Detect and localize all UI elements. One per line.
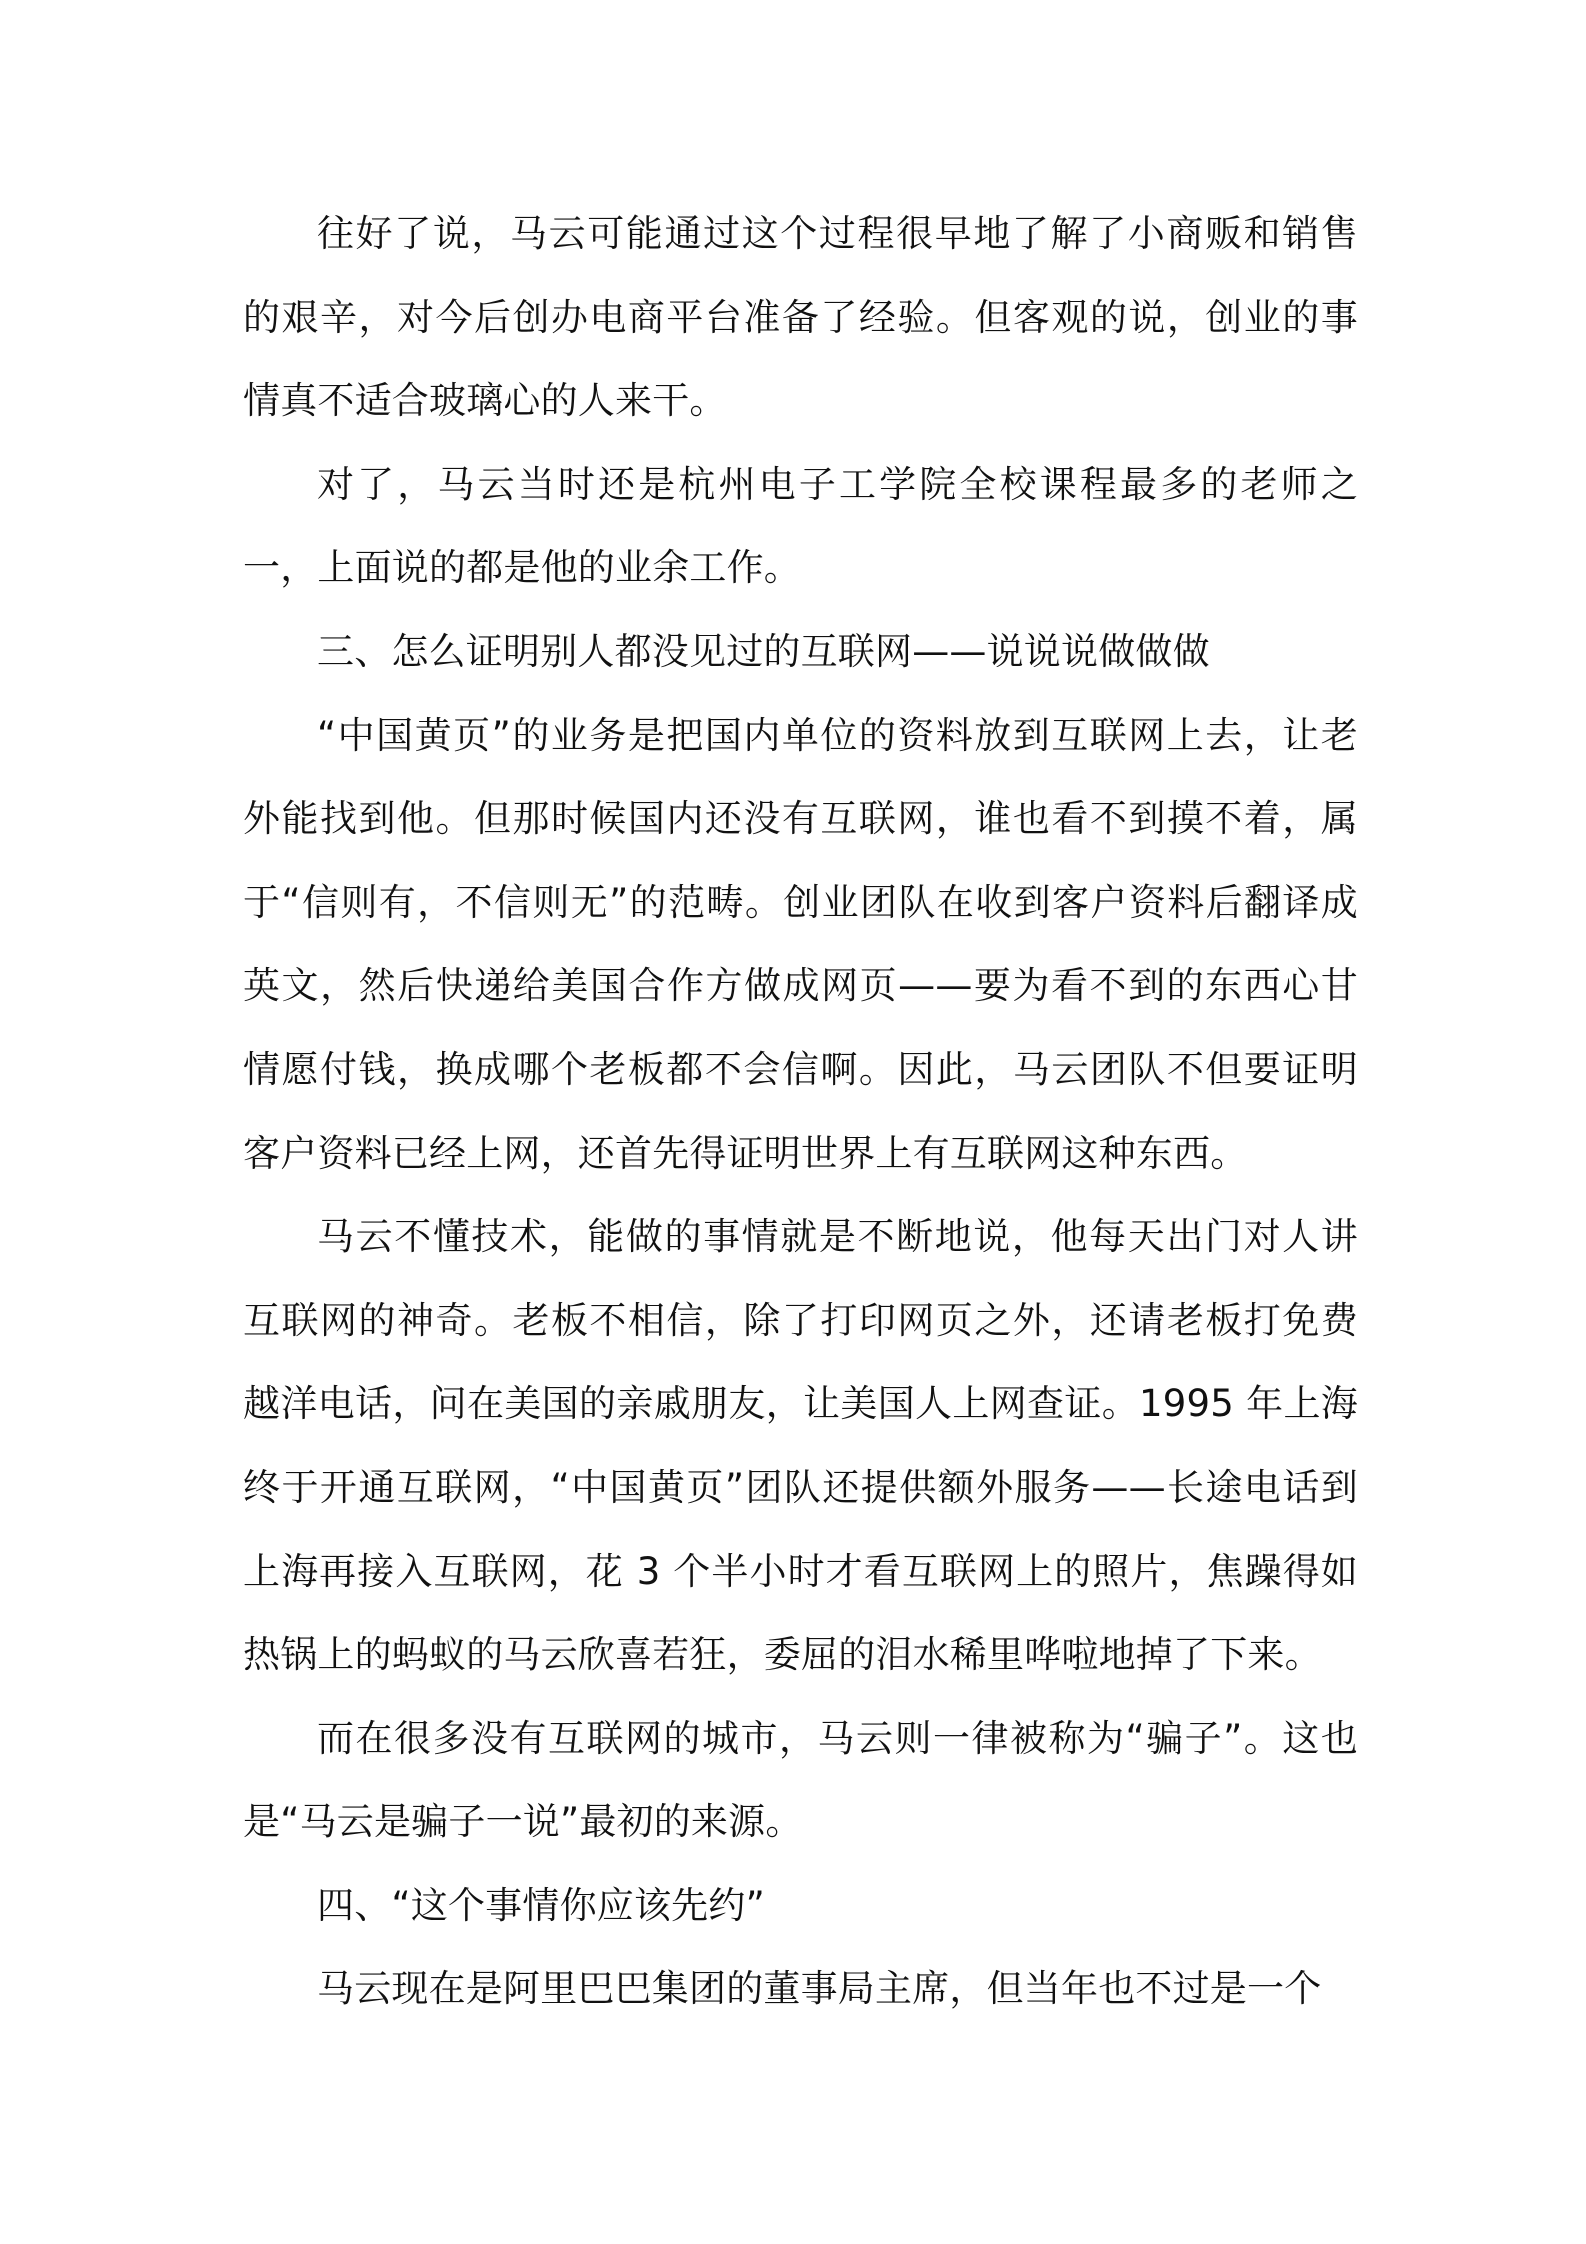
paragraph-called-liar: 而在很多没有互联网的城市，马云则一律被称为“骗子”。这也是“马云是骗子一说”最初的来源。: [243, 1716, 1358, 1844]
paragraph-china-yellow-pages: “中国黄页”的业务是把国内单位的资料放到互联网上去，让老外能找到他。但那时候国内还没有互联网，谁也看不到摸不着，属于“信则有，不信则无”的范畴。创业团队在收到客户资料后翻译成英文，然后快递给美国合作方做成网页——要为看不到的东西心甘情愿付钱，换成哪个老板都不会信啊。因此，马云团队不但要证明客户资料已经上网，还首先得证明世界上有互联网这种东西。: [243, 713, 1358, 1175]
document-body: [243, 192, 1358, 2031]
paragraph-alibaba-chairman: 马云现在是阿里巴巴集团的董事局主席，但当年也不过是一个: [317, 1967, 1322, 2011]
paragraph-teacher-side-job: 对了，马云当时还是杭州电子工学院全校课程最多的老师之一，上面说的都是他的业余工作。: [243, 462, 1358, 590]
section-heading-3: 三、怎么证明别人都没见过的互联网——说说说做做做: [317, 629, 1210, 673]
paragraph-promoting-internet: 马云不懂技术，能做的事情就是不断地说，他每天出门对人讲互联网的神奇。老板不相信，除了打印网页之外，还请老板打免费越洋电话，问在美国的亲戚朋友，让美国人上网查证。1995 年上海终于开通互联网，“中国黄页”团队还提供额外服务——长途电话到上海再接入互联网，花 3 个半小时才看互联网上的照片，焦躁得如热锅上的蚂蚁的马云欣喜若狂，委屈的泪水稀里哗啦地掉了下来。: [243, 1215, 1358, 1677]
section-heading-4: 四、“这个事情你应该先约”: [317, 1883, 765, 1927]
paragraph-ecommerce-experience: 往好了说，马云可能通过这个过程很早地了解了小商贩和销售的艰辛，对今后创办电商平台准备了经验。但客观的说，创业的事情真不适合玻璃心的人来干。: [243, 212, 1358, 423]
